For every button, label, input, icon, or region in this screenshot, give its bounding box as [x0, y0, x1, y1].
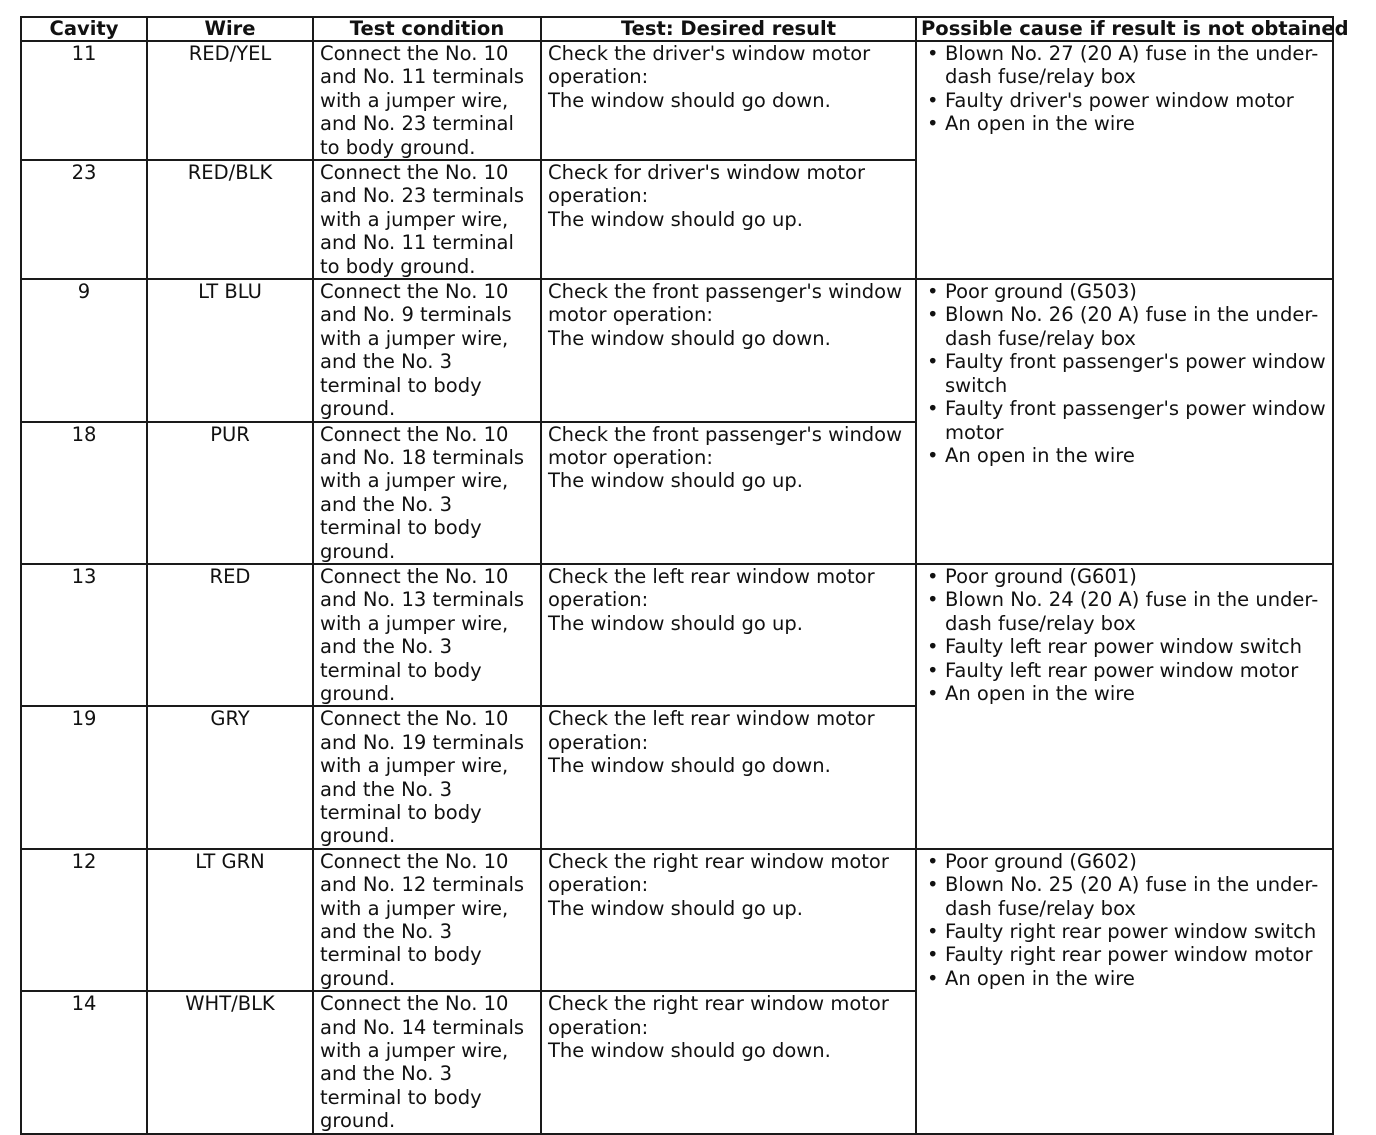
result-check-text: Check the left rear window motor operation: — [548, 707, 875, 754]
wire-cell: RED — [147, 564, 313, 706]
cavity-cell: 19 — [21, 706, 147, 848]
test-condition-cell: Connect the No. 10 and No. 18 terminals with a jumper wire, and the No. 3 terminal to body ground. — [313, 422, 541, 564]
wire-cell: LT GRN — [147, 849, 313, 991]
header-wire: Wire — [147, 17, 313, 41]
desired-result-cell — [541, 706, 916, 848]
desired-result-cell — [541, 849, 916, 991]
possible-cause-cell — [916, 41, 1333, 279]
header-cavity: Cavity — [21, 17, 147, 41]
power-window-test-table — [20, 16, 1349, 1135]
test-condition-cell: Connect the No. 10 and No. 11 terminals with a jumper wire, and No. 23 terminal to body ground. — [313, 41, 541, 160]
header-row — [21, 17, 1333, 41]
cause-item: • Faulty left rear power window switch — [945, 635, 1326, 658]
wire-cell: WHT/BLK — [147, 991, 313, 1133]
result-expect-text: The window should go up. — [548, 469, 803, 493]
table-row — [21, 279, 1333, 421]
cause-item: • An open in the wire — [945, 682, 1326, 705]
result-check-text: Check the right rear window motor operation: — [548, 992, 889, 1039]
header-possible-cause: Possible cause if result is not obtained — [916, 17, 1333, 41]
result-expect-text: The window should go down. — [548, 326, 831, 350]
cause-item: • An open in the wire — [945, 112, 1326, 135]
desired-result-cell — [541, 279, 916, 421]
cause-item: • Poor ground (G503) — [945, 280, 1326, 303]
result-check-text: Check the driver's window motor operation: — [548, 42, 871, 89]
cause-item: • Blown No. 25 (20 A) fuse in the under-dash fuse/relay box — [945, 873, 1326, 920]
test-condition-cell: Connect the No. 10 and No. 13 terminals with a jumper wire, and the No. 3 terminal to body ground. — [313, 564, 541, 706]
test-condition-cell: Connect the No. 10 and No. 19 terminals with a jumper wire, and the No. 3 terminal to body ground. — [313, 706, 541, 848]
header-test-condition: Test condition — [313, 17, 541, 41]
desired-result-cell — [541, 991, 916, 1133]
test-condition-cell: Connect the No. 10 and No. 23 terminals with a jumper wire, and No. 11 terminal to body ground. — [313, 160, 541, 279]
table-row — [21, 564, 1333, 706]
cause-item: • Poor ground (G602) — [945, 850, 1326, 873]
cause-item: • An open in the wire — [945, 444, 1326, 467]
wire-cell: RED/BLK — [147, 160, 313, 279]
cavity-cell: 23 — [21, 160, 147, 279]
desired-result-cell — [541, 564, 916, 706]
cause-item: • Faulty front passenger's power window switch — [945, 350, 1326, 397]
result-expect-text: The window should go down. — [548, 88, 831, 112]
result-expect-text: The window should go down. — [548, 754, 831, 778]
possible-cause-cell — [916, 564, 1333, 849]
cause-item: • Blown No. 27 (20 A) fuse in the under-dash fuse/relay box — [945, 42, 1326, 89]
cause-item: • Faulty driver's power window motor — [945, 89, 1326, 112]
cause-item: • Faulty right rear power window switch — [945, 920, 1326, 943]
result-expect-text: The window should go up. — [548, 611, 803, 635]
cause-item: • Blown No. 26 (20 A) fuse in the under-dash fuse/relay box — [945, 303, 1326, 350]
result-expect-text: The window should go down. — [548, 1039, 831, 1063]
cavity-cell: 18 — [21, 422, 147, 564]
test-condition-cell: Connect the No. 10 and No. 12 terminals with a jumper wire, and the No. 3 terminal to body ground. — [313, 849, 541, 991]
cavity-cell: 13 — [21, 564, 147, 706]
cause-list — [923, 850, 1326, 990]
cause-item: • Faulty right rear power window motor — [945, 943, 1326, 966]
result-expect-text: The window should go up. — [548, 207, 803, 231]
cause-list — [923, 565, 1326, 705]
desired-result-cell — [541, 160, 916, 279]
possible-cause-cell — [916, 279, 1333, 564]
cause-list — [923, 280, 1326, 467]
wire-cell: PUR — [147, 422, 313, 564]
desired-result-cell — [541, 41, 916, 160]
cause-list — [923, 42, 1326, 136]
cavity-cell: 12 — [21, 849, 147, 991]
cavity-cell: 11 — [21, 41, 147, 160]
cavity-cell: 14 — [21, 991, 147, 1133]
cause-item: • Faulty front passenger's power window motor — [945, 397, 1326, 444]
test-condition-cell: Connect the No. 10 and No. 14 terminals with a jumper wire, and the No. 3 terminal to body ground. — [313, 991, 541, 1133]
cause-item: • An open in the wire — [945, 967, 1326, 990]
table-row — [21, 41, 1333, 160]
header-desired-result: Test: Desired result — [541, 17, 916, 41]
desired-result-cell — [541, 422, 916, 564]
result-check-text: Check for driver's window motor operation: — [548, 161, 865, 208]
wire-cell: GRY — [147, 706, 313, 848]
table-row — [21, 849, 1333, 991]
result-expect-text: The window should go up. — [548, 896, 803, 920]
cause-item: • Blown No. 24 (20 A) fuse in the under-dash fuse/relay box — [945, 588, 1326, 635]
result-check-text: Check the left rear window motor operation: — [548, 564, 875, 612]
wire-cell: LT BLU — [147, 279, 313, 421]
cause-item: • Poor ground (G601) — [945, 565, 1326, 588]
result-check-text: Check the right rear window motor operation: — [548, 849, 889, 897]
cavity-cell: 9 — [21, 279, 147, 421]
result-check-text: Check the front passenger's window motor operation: — [548, 422, 903, 469]
wire-cell: RED/YEL — [147, 41, 313, 160]
cause-item: • Faulty left rear power window motor — [945, 659, 1326, 682]
test-condition-cell: Connect the No. 10 and No. 9 terminals with a jumper wire, and the No. 3 terminal to body ground. — [313, 279, 541, 421]
possible-cause-cell — [916, 849, 1333, 1134]
result-check-text: Check the front passenger's window motor operation: — [548, 280, 903, 327]
